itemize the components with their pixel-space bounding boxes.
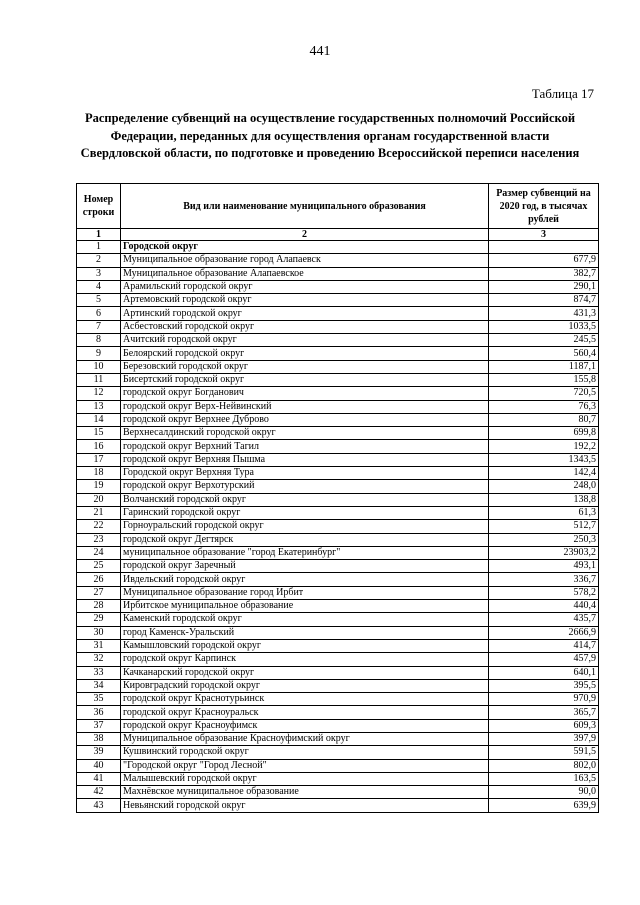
municipality-name-cell: муниципальное образование "город Екатеринбург" — [121, 546, 489, 559]
row-number-cell: 35 — [77, 693, 121, 706]
page-number: 441 — [309, 44, 331, 59]
table-row — [77, 334, 599, 347]
row-number-cell: 23 — [77, 533, 121, 546]
row-number-cell: 38 — [77, 732, 121, 745]
municipality-name-cell: городской округ Верхний Тагил — [121, 440, 489, 453]
subsidy-value-cell: 578,2 — [489, 586, 599, 599]
table-row — [77, 267, 599, 280]
municipality-name-cell: Верхнесалдинский городской округ — [121, 427, 489, 440]
municipality-name-cell: городской округ Красноуфимск — [121, 719, 489, 732]
table-row — [77, 546, 599, 559]
table-label: Таблица 17 — [531, 86, 594, 101]
column-number: 3 — [489, 229, 599, 241]
table-row — [77, 666, 599, 679]
table-row — [77, 600, 599, 613]
municipality-name-cell: Бисертский городской округ — [121, 373, 489, 386]
row-number-cell: 12 — [77, 387, 121, 400]
table-row — [77, 573, 599, 586]
subsidy-value-cell: 414,7 — [489, 639, 599, 652]
subsidy-value-cell: 1033,5 — [489, 320, 599, 333]
row-number-cell: 17 — [77, 453, 121, 466]
table-row — [77, 732, 599, 745]
row-number-cell: 19 — [77, 480, 121, 493]
municipality-name-cell: Артинский городской округ — [121, 307, 489, 320]
municipality-name-cell: Муниципальное образование Алапаевское — [121, 267, 489, 280]
municipality-name-cell: Горноуральский городской округ — [121, 520, 489, 533]
subsidy-value-cell: 440,4 — [489, 600, 599, 613]
municipality-name-cell: городской округ Краснотурьинск — [121, 693, 489, 706]
municipality-name-cell: Кировградский городской округ — [121, 679, 489, 692]
row-number-cell: 10 — [77, 360, 121, 373]
subsidy-value-cell: 336,7 — [489, 573, 599, 586]
municipality-name-cell: городской округ Верхотурский — [121, 480, 489, 493]
table-row — [77, 679, 599, 692]
table-row — [77, 453, 599, 466]
subsidy-value-cell: 250,3 — [489, 533, 599, 546]
municipality-name-cell: Ирбитское муниципальное образование — [121, 600, 489, 613]
subsidy-value-cell: 609,3 — [489, 719, 599, 732]
subsidy-value-cell: 382,7 — [489, 267, 599, 280]
subsidy-value-cell: 138,8 — [489, 493, 599, 506]
subsidy-value-cell: 560,4 — [489, 347, 599, 360]
table-row — [77, 307, 599, 320]
row-number-cell: 24 — [77, 546, 121, 559]
subsidy-value-cell: 457,9 — [489, 653, 599, 666]
column-number-row — [77, 229, 599, 241]
table-row — [77, 387, 599, 400]
table-row — [77, 373, 599, 386]
row-number-cell: 13 — [77, 400, 121, 413]
table-row — [77, 427, 599, 440]
municipality-name-cell: Качканарский городской округ — [121, 666, 489, 679]
subsidy-value-cell: 155,8 — [489, 373, 599, 386]
row-number-cell: 42 — [77, 786, 121, 799]
row-number-cell: 34 — [77, 679, 121, 692]
table-row — [77, 413, 599, 426]
document-title: Распределение субвенций на осуществление государственных полномочий Российской Федерации, переданных для осуществления органам государственной власти Свердловской области, по подготовке и проведению Всероссийской переписи населения — [80, 111, 580, 160]
municipality-name-cell: городской округ Богданович — [121, 387, 489, 400]
subsidy-value-cell: 61,3 — [489, 506, 599, 519]
municipality-name-cell: Камышловский городской округ — [121, 639, 489, 652]
municipality-name-cell: городской округ Дегтярск — [121, 533, 489, 546]
municipality-name-cell: городской округ Карпинск — [121, 653, 489, 666]
table-row — [77, 320, 599, 333]
table-row — [77, 254, 599, 267]
municipality-name-cell: Арамильский городской округ — [121, 280, 489, 293]
table-row — [77, 626, 599, 639]
row-number-cell: 27 — [77, 586, 121, 599]
row-number-cell: 39 — [77, 746, 121, 759]
municipality-name-cell: Белоярский городской округ — [121, 347, 489, 360]
table-row — [77, 639, 599, 652]
subsidy-value-cell: 699,8 — [489, 427, 599, 440]
subsidy-value-cell: 2666,9 — [489, 626, 599, 639]
municipality-name-cell: Малышевский городской округ — [121, 772, 489, 785]
table-row — [77, 613, 599, 626]
table-row — [77, 400, 599, 413]
row-number-cell: 5 — [77, 294, 121, 307]
table-row — [77, 759, 599, 772]
table-header-row — [77, 184, 599, 229]
subsidy-value-cell: 431,3 — [489, 307, 599, 320]
subsidy-value-cell: 1187,1 — [489, 360, 599, 373]
subsidy-value-cell: 90,0 — [489, 786, 599, 799]
row-number-cell: 4 — [77, 280, 121, 293]
municipality-name-cell: Городской округ — [121, 241, 489, 254]
subsidy-value-cell: 874,7 — [489, 294, 599, 307]
row-number-cell: 37 — [77, 719, 121, 732]
row-number-cell: 33 — [77, 666, 121, 679]
table-row — [77, 772, 599, 785]
municipality-name-cell: Березовский городской округ — [121, 360, 489, 373]
table-row — [77, 467, 599, 480]
subsidy-value-cell: 640,1 — [489, 666, 599, 679]
municipality-name-cell: Ачитский городской округ — [121, 334, 489, 347]
municipality-name-cell: городской округ Верхняя Пышма — [121, 453, 489, 466]
table-row — [77, 653, 599, 666]
row-number-cell: 29 — [77, 613, 121, 626]
municipality-name-cell: Махнёвское муниципальное образование — [121, 786, 489, 799]
row-number-cell: 31 — [77, 639, 121, 652]
row-number-cell: 26 — [77, 573, 121, 586]
municipality-name-cell: городской округ Верх-Нейвинский — [121, 400, 489, 413]
column-number: 2 — [121, 229, 489, 241]
table-row — [77, 493, 599, 506]
subsidy-value-cell: 802,0 — [489, 759, 599, 772]
subsidy-value-cell: 493,1 — [489, 560, 599, 573]
subsidy-value-cell — [489, 241, 599, 254]
subsidy-value-cell: 512,7 — [489, 520, 599, 533]
header-row-number: Номер строки — [77, 184, 121, 229]
municipality-name-cell: Гаринский городской округ — [121, 506, 489, 519]
subsidy-value-cell: 76,3 — [489, 400, 599, 413]
subsidy-value-cell: 248,0 — [489, 480, 599, 493]
row-number-cell: 40 — [77, 759, 121, 772]
table-row — [77, 533, 599, 546]
row-number-cell: 20 — [77, 493, 121, 506]
table-row — [77, 560, 599, 573]
table-row — [77, 520, 599, 533]
table-row — [77, 506, 599, 519]
table-row — [77, 799, 599, 812]
municipality-name-cell: Городской округ Верхняя Тура — [121, 467, 489, 480]
municipality-name-cell: Асбестовский городской округ — [121, 320, 489, 333]
row-number-cell: 2 — [77, 254, 121, 267]
subsidy-value-cell: 970,9 — [489, 693, 599, 706]
row-number-cell: 11 — [77, 373, 121, 386]
row-number-cell: 28 — [77, 600, 121, 613]
row-number-cell: 18 — [77, 467, 121, 480]
table-row — [77, 480, 599, 493]
header-subsidy-amount: Размер субвенций на 2020 год, в тысячах рублей — [489, 184, 599, 229]
table-row — [77, 280, 599, 293]
subsidy-value-cell: 1343,5 — [489, 453, 599, 466]
row-number-cell: 3 — [77, 267, 121, 280]
municipality-name-cell: Каменский городской округ — [121, 613, 489, 626]
row-number-cell: 8 — [77, 334, 121, 347]
table-row — [77, 294, 599, 307]
row-number-cell: 36 — [77, 706, 121, 719]
subsidy-value-cell: 365,7 — [489, 706, 599, 719]
row-number-cell: 6 — [77, 307, 121, 320]
municipality-name-cell: Ивдельский городской округ — [121, 573, 489, 586]
subsidy-value-cell: 435,7 — [489, 613, 599, 626]
header-municipality: Вид или наименование муниципального образования — [121, 184, 489, 229]
subsidy-value-cell: 720,5 — [489, 387, 599, 400]
row-number-cell: 15 — [77, 427, 121, 440]
municipality-name-cell: Невьянский городской округ — [121, 799, 489, 812]
row-number-cell: 7 — [77, 320, 121, 333]
row-number-cell: 43 — [77, 799, 121, 812]
municipality-name-cell: городской округ Заречный — [121, 560, 489, 573]
row-number-cell: 16 — [77, 440, 121, 453]
row-number-cell: 22 — [77, 520, 121, 533]
table-row — [77, 706, 599, 719]
subsidy-value-cell: 192,2 — [489, 440, 599, 453]
subsidy-value-cell: 80,7 — [489, 413, 599, 426]
municipality-name-cell: Артемовский городской округ — [121, 294, 489, 307]
municipality-name-cell: Волчанский городской округ — [121, 493, 489, 506]
subsidy-value-cell: 591,5 — [489, 746, 599, 759]
row-number-cell: 1 — [77, 241, 121, 254]
table-row — [77, 586, 599, 599]
column-number: 1 — [77, 229, 121, 241]
table-row — [77, 241, 599, 254]
municipality-name-cell: городской округ Красноуральск — [121, 706, 489, 719]
table-row — [77, 746, 599, 759]
table-row — [77, 440, 599, 453]
subsidy-value-cell: 163,5 — [489, 772, 599, 785]
row-number-cell: 30 — [77, 626, 121, 639]
municipality-name-cell: Муниципальное образование город Алапаевск — [121, 254, 489, 267]
municipality-name-cell: город Каменск-Уральский — [121, 626, 489, 639]
subsidy-value-cell: 639,9 — [489, 799, 599, 812]
table-row — [77, 786, 599, 799]
municipality-name-cell: Кушвинский городской округ — [121, 746, 489, 759]
municipality-name-cell: городской округ Верхнее Дуброво — [121, 413, 489, 426]
row-number-cell: 9 — [77, 347, 121, 360]
table-row — [77, 360, 599, 373]
subsidy-value-cell: 290,1 — [489, 280, 599, 293]
table-row — [77, 719, 599, 732]
subsidy-value-cell: 23903,2 — [489, 546, 599, 559]
table-row — [77, 693, 599, 706]
row-number-cell: 14 — [77, 413, 121, 426]
subsidy-value-cell: 142,4 — [489, 467, 599, 480]
row-number-cell: 25 — [77, 560, 121, 573]
subsidy-value-cell: 397,9 — [489, 732, 599, 745]
row-number-cell: 21 — [77, 506, 121, 519]
table-row — [77, 347, 599, 360]
municipality-name-cell: "Городской округ "Город Лесной" — [121, 759, 489, 772]
subsidy-table — [76, 183, 599, 813]
subsidy-value-cell: 245,5 — [489, 334, 599, 347]
subsidy-value-cell: 677,9 — [489, 254, 599, 267]
municipality-name-cell: Муниципальное образование Красноуфимский округ — [121, 732, 489, 745]
row-number-cell: 32 — [77, 653, 121, 666]
row-number-cell: 41 — [77, 772, 121, 785]
municipality-name-cell: Муниципальное образование город Ирбит — [121, 586, 489, 599]
subsidy-value-cell: 395,5 — [489, 679, 599, 692]
